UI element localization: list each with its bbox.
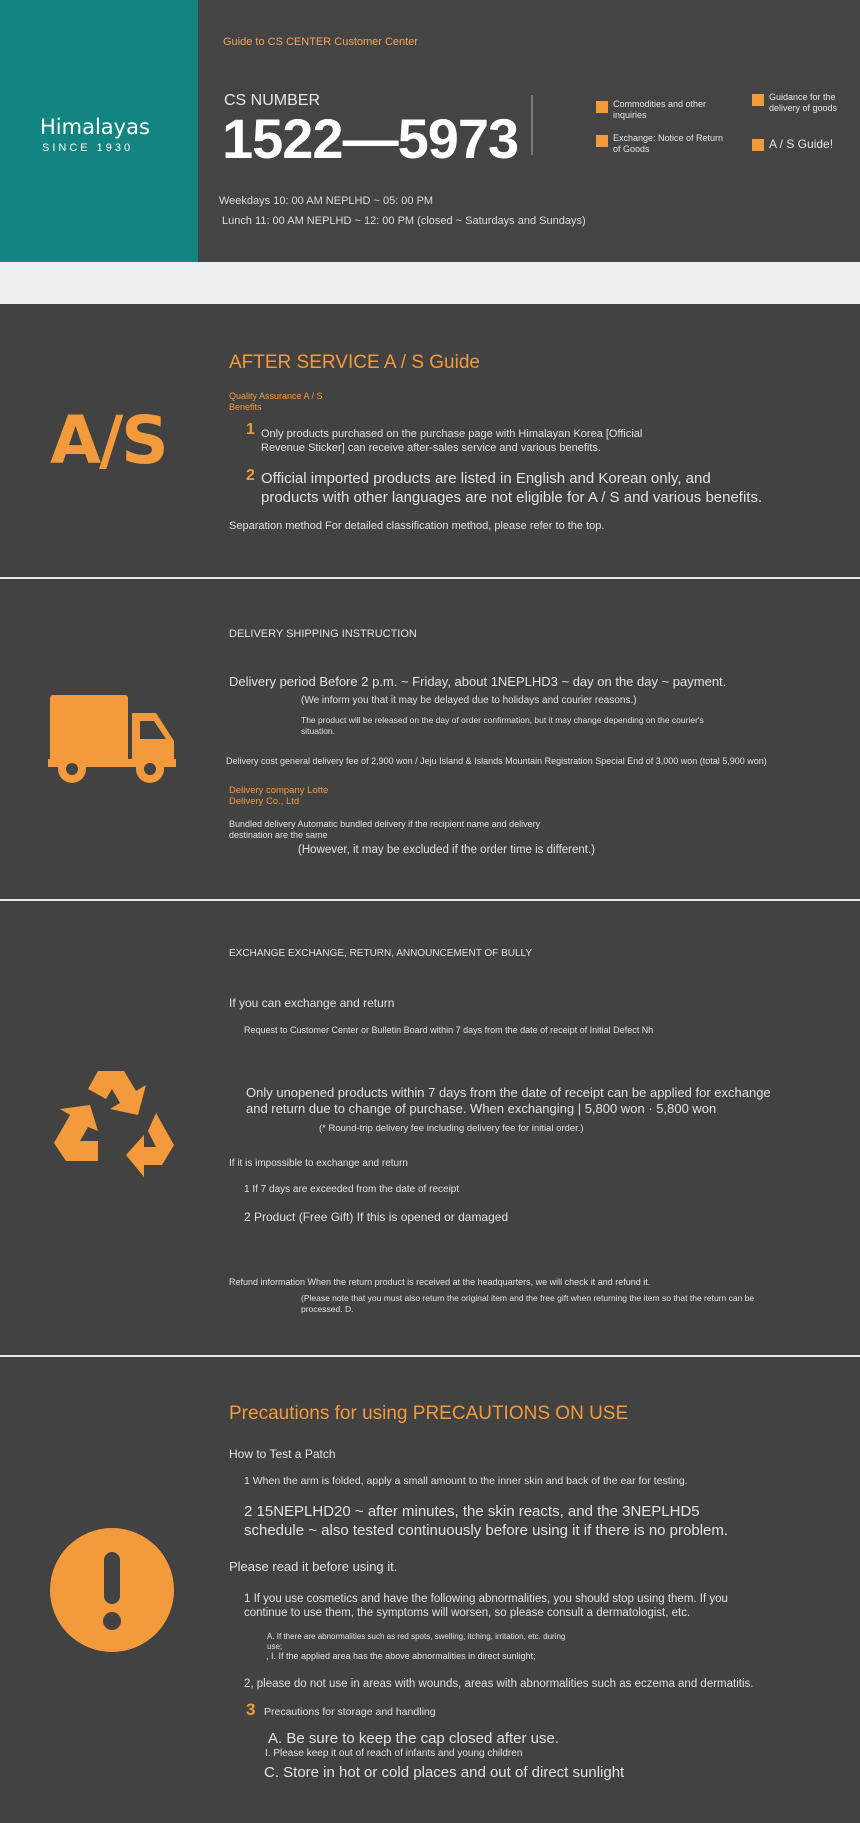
- link-delivery-guidance[interactable]: [752, 92, 842, 114]
- patch-test-title: How to Test a Patch: [229, 1447, 336, 1461]
- as-logo: A/S: [50, 402, 167, 479]
- alert-bar: [104, 1552, 120, 1604]
- exchange-cannot-1: 1 If 7 days are exceeded from the date of receipt: [244, 1184, 460, 1195]
- read-item-3: Precautions for storage and handling: [264, 1706, 436, 1718]
- spacer-band: [0, 262, 860, 304]
- as-section-title: AFTER SERVICE A / S Guide: [229, 352, 480, 373]
- storage-i: I. Please keep it out of reach of infants and young children: [265, 1748, 523, 1759]
- link-as-guide[interactable]: [752, 137, 852, 151]
- exchange-cannot-2: 2 Product (Free Gift) If this is opened or damaged: [244, 1210, 509, 1224]
- storage-c: C. Store in hot or cold places and out of direct sunlight: [264, 1764, 625, 1781]
- alert-dot: [103, 1612, 121, 1630]
- square-bullet-icon: [596, 135, 608, 147]
- as-item-1: [261, 428, 642, 456]
- text-line: Only unopened products within 7 days from the date of receipt can be applied for exchange: [246, 1085, 771, 1100]
- delivery-note-2: [301, 715, 704, 736]
- text-line: situation.: [301, 725, 336, 736]
- storage-a: A. Be sure to keep the cap closed after use.: [268, 1730, 560, 1747]
- divider: [531, 95, 533, 155]
- link-label: Guidance for the delivery of goods: [769, 92, 838, 113]
- text-line: products with other languages are not eligible for A / S and various benefits.: [261, 488, 763, 506]
- section-divider: [0, 899, 860, 901]
- delivery-company: [229, 785, 328, 808]
- link-label: Commodities and other inquiries: [613, 99, 707, 120]
- read-item-2: 2, please do not use in areas with wounds, areas with abnormalities such as eczema and dermatitis.: [244, 1678, 754, 1690]
- brand-logo: Himalayas: [40, 115, 150, 139]
- exchange-request: Request to Customer Center or Bulletin Board within 7 days from the date of receipt of Initial Defect Nh: [244, 1025, 654, 1035]
- square-bullet-icon: [752, 139, 764, 151]
- refund-note: [301, 1293, 754, 1314]
- link-label: A / S Guide!: [769, 137, 834, 151]
- section-divider: [0, 1355, 860, 1357]
- delivery-cost: Delivery cost general delivery fee of 2,900 won / Jeju Island & Islands Mountain Registration Special End of 3,000 won (total 5,900 won): [226, 756, 767, 766]
- as-item-2: [261, 470, 762, 508]
- text-line: Revenue Sticker] can receive after-sales service and various benefits.: [261, 441, 601, 454]
- patch-step-2: [244, 1503, 728, 1541]
- as-subtitle-line: Quality Assurance A / S: [229, 391, 323, 401]
- cs-phone-number: 1522—5973: [222, 107, 519, 170]
- brand-panel: [0, 0, 198, 262]
- text-line: processed. D.: [301, 1303, 354, 1314]
- read-sub-i: , I. If the applied area has the above abnormalities in direct sunlight;: [266, 1651, 536, 1661]
- text-line: A. If there are abnormalities such as red spots, swelling, itching, irritation, etc. during: [267, 1632, 566, 1641]
- text-line: Delivery Co., Ltd: [229, 796, 300, 808]
- exchange-can-title: If you can exchange and return: [229, 996, 395, 1010]
- precaution-section-title: Precautions for using PRECAUTIONS ON USE: [229, 1403, 629, 1424]
- alert-icon: [50, 1528, 174, 1652]
- guide-title: Guide to CS CENTER Customer Center: [223, 36, 419, 48]
- bundled-delivery: [229, 819, 540, 842]
- link-commodities-inquiries[interactable]: [596, 99, 726, 121]
- patch-step-1: 1 When the arm is folded, apply a small amount to the inner skin and back of the ear for testing.: [244, 1475, 688, 1487]
- text-line: Bundled delivery Automatic bundled delivery if the recipient name and delivery: [229, 819, 541, 829]
- delivery-section-title: DELIVERY SHIPPING INSTRUCTION: [229, 628, 417, 640]
- text-line: destination are the same: [229, 830, 328, 841]
- exchange-cannot-title: If it is impossible to exchange and return: [229, 1158, 408, 1169]
- text-line: schedule ~ also tested continuously before using it if there is no problem.: [244, 1521, 729, 1539]
- brand-since: SINCE 1930: [42, 142, 134, 154]
- delivery-period: Delivery period Before 2 p.m. ~ Friday, about 1NEPLHD3 ~ day on the day ~ payment.: [229, 674, 727, 689]
- refund-info: Refund information When the return product is received at the headquarters, we will check it and refund it.: [229, 1277, 651, 1287]
- cs-number-label: CS NUMBER: [224, 92, 321, 109]
- read-sub-a: [267, 1632, 565, 1652]
- text-line: The product will be released on the day of order confirmation, but it may change depending on the courier's: [301, 715, 704, 725]
- text-line: 2 15NEPLHD20 ~ after minutes, the skin reacts, and the 3NEPLHD5: [244, 1503, 700, 1520]
- exchange-section-title: EXCHANGE EXCHANGE, RETURN, ANNOUNCEMENT OF BULLY: [229, 948, 533, 959]
- recycle-icon: [48, 1065, 176, 1187]
- text-line: and return due to change of purchase. When exchanging | 5,800 won · 5,800 won: [246, 1101, 717, 1117]
- bundled-note: (However, it may be excluded if the order time is different.): [298, 844, 596, 856]
- link-exchange-return[interactable]: [596, 133, 726, 155]
- as-subtitle-line: Benefits: [229, 401, 262, 412]
- item-number: 2: [246, 467, 255, 484]
- square-bullet-icon: [596, 101, 608, 113]
- exchange-unopened: [246, 1085, 771, 1118]
- item-number: 3: [246, 1700, 256, 1719]
- text-line: 1 If you use cosmetics and have the following abnormalities, you should stop using them. If you: [244, 1593, 728, 1605]
- text-line: Official imported products are listed in English and Korean only, and: [261, 470, 711, 487]
- text-line: continue to use them, the symptoms will worsen, so please consult a dermatologist, etc.: [244, 1607, 691, 1620]
- link-label: Exchange: Notice of Return of Goods: [613, 133, 724, 154]
- cs-header: [0, 0, 860, 262]
- read-item-1: [244, 1592, 728, 1621]
- hours-lunch: Lunch 11: 00 AM NEPLHD ~ 12: 00 PM (closed ~ Saturdays and Sundays): [222, 215, 586, 227]
- hours-weekday: Weekdays 10: 00 AM NEPLHD ~ 05: 00 PM: [219, 195, 434, 207]
- read-before-title: Please read it before using it.: [229, 1559, 398, 1574]
- square-bullet-icon: [752, 94, 764, 106]
- text-line: Delivery company Lotte: [229, 785, 329, 796]
- text-line: Only products purchased on the purchase page with Himalayan Korea [Official: [261, 428, 643, 440]
- text-line: use;: [267, 1642, 283, 1651]
- item-number: 1: [246, 421, 255, 438]
- separation-method: Separation method For detailed classification method, please refer to the top.: [229, 520, 605, 532]
- as-subtitle: [229, 391, 323, 413]
- delivery-note: (We inform you that it may be delayed due to holidays and courier reasons.): [301, 695, 637, 706]
- roundtrip-note: (* Round-trip delivery fee including delivery fee for initial order.): [319, 1123, 584, 1134]
- truck-icon: [48, 695, 176, 785]
- text-line: (Please note that you must also return the original item and the free gift when returning the item so that the return can be: [301, 1293, 755, 1303]
- section-divider: [0, 577, 860, 579]
